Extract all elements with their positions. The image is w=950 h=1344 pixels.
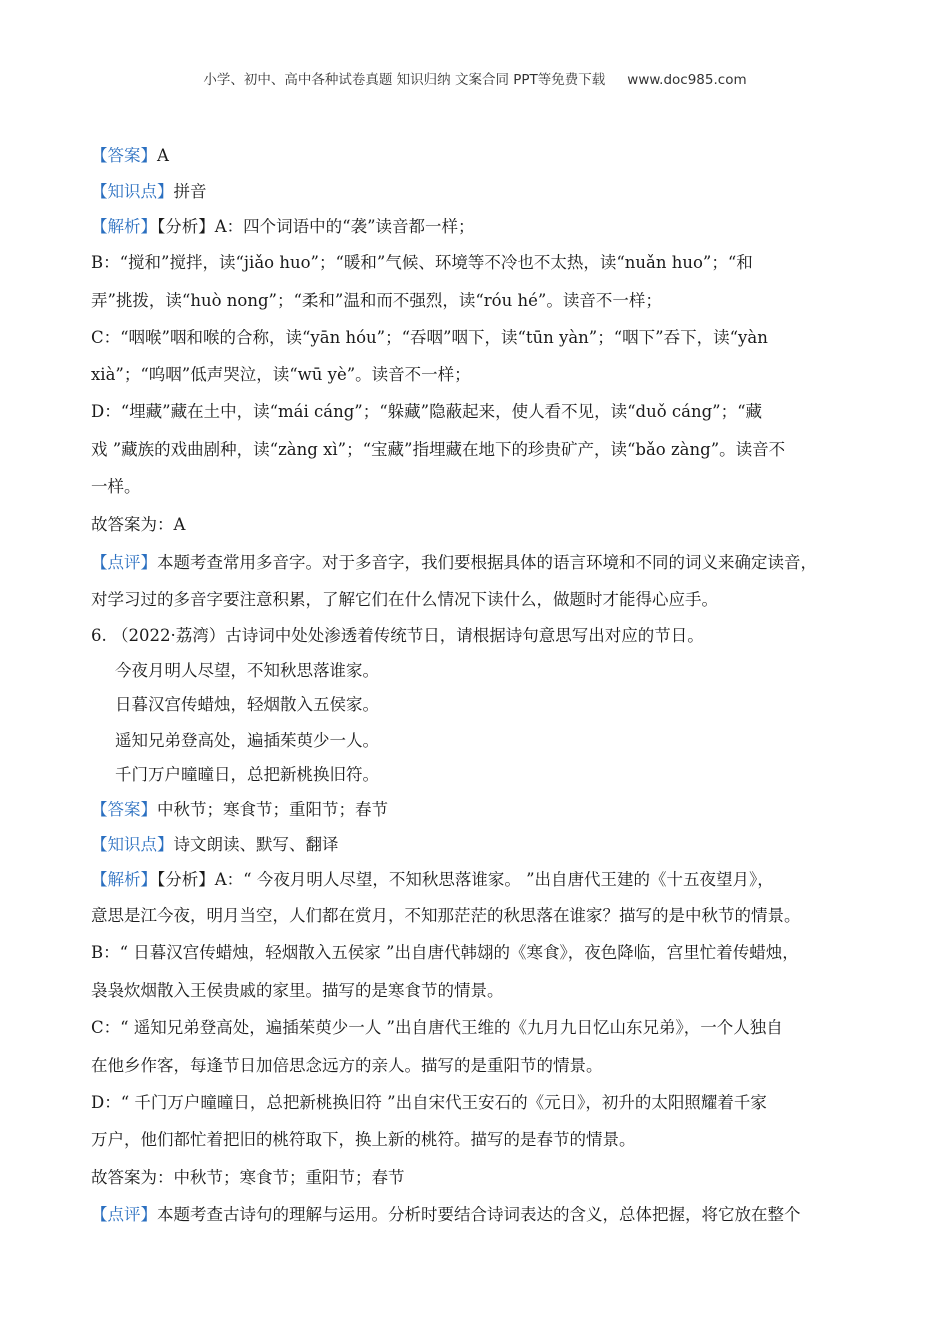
header-text: 小学、初中、高中各种试卷真题 知识归纳 文案合同 PPT等免费下载 xyxy=(203,72,606,88)
q5-final-answer: 故答案为：A xyxy=(91,515,186,534)
q6-poem-line: 千门万户曈曈日，总把新桃换旧符。 xyxy=(115,765,379,784)
analysis-tag: 【解析】 xyxy=(91,870,157,889)
q5-analysis: 【解析】【分析】A：四个词语中的“袭”读音都一样； xyxy=(91,217,475,236)
page-header xyxy=(0,68,950,88)
knowledge-tag: 【知识点】 xyxy=(91,835,174,854)
q6-question: 6. （2022·荔湾）古诗词中处处渗透着传统节日，请根据诗句意思写出对应的节日。 xyxy=(91,626,704,645)
q5-analysis-line: B：“搅和”搅拌，读“jiǎo huo”；“暖和”气候、环境等不冷也不太热，读“nuǎn huo”；“和 xyxy=(91,253,753,272)
q5-knowledge: 【知识点】拼音 xyxy=(91,182,207,201)
q5-analysis-line: xià”；“呜咽”低声哭泣，读“wū yè”。读音不一样； xyxy=(91,365,471,384)
q5-analysis-line: 弄”挑拨，读“huò nong”；“柔和”温和而不强烈，读“róu hé”。读音不一样； xyxy=(91,291,662,310)
q6-analysis-line: 万户，他们都忙着把旧的桃符取下，换上新的桃符。描写的是春节的情景。 xyxy=(91,1130,636,1149)
comment-tag: 【点评】 xyxy=(91,553,157,572)
q5-analysis-line: D：“埋藏”藏在土中，读“mái cáng”；“躲藏”隐蔽起来，使人看不见，读“duǒ cáng”；“藏 xyxy=(91,402,763,421)
q6-final-answer: 故答案为：中秋节；寒食节；重阳节；春节 xyxy=(91,1168,405,1187)
q6-poem-line: 今夜月明人尽望，不知秋思落谁家。 xyxy=(115,661,379,680)
q6-analysis-line: B：“ 日暮汉宫传蜡烛，轻烟散入五侯家 ”出自唐代韩翃的《寒食》，夜色降临，宫里忙着传蜡烛， xyxy=(91,943,799,962)
knowledge-tag: 【知识点】 xyxy=(91,182,174,201)
q5-comment: 【点评】本题考查常用多音字。对于多音字，我们要根据具体的语言环境和不同的词义来确定读音， xyxy=(91,553,817,572)
q6-analysis-line: 意思是江今夜，明月当空，人们都在赏月，不知那茫茫的秋思落在谁家？描写的是中秋节的情景。 xyxy=(91,906,801,925)
q6-analysis-line: 在他乡作客，每逢节日加倍思念远方的亲人。描写的是重阳节的情景。 xyxy=(91,1056,603,1075)
q6-analysis-line: D：“ 千门万户曈曈日，总把新桃换旧符 ”出自宋代王安石的《元日》，初升的太阳照耀着千家 xyxy=(91,1093,767,1112)
q6-comment: 【点评】本题考查古诗句的理解与运用。分析时要结合诗词表达的含义，总体把握，将它放在整个 xyxy=(91,1205,801,1224)
q6-answer: 【答案】中秋节；寒食节；重阳节；春节 xyxy=(91,800,388,819)
q5-analysis-line: C：“咽喉”咽和喉的合称，读“yān hóu”；“吞咽”咽下，读“tūn yàn”；“咽下”吞下，读“yàn xyxy=(91,328,768,347)
analysis-tag: 【解析】 xyxy=(91,217,157,236)
q6-poem-line: 日暮汉宫传蜡烛，轻烟散入五侯家。 xyxy=(115,695,379,714)
q6-analysis-line: C：“ 遥知兄弟登高处，遍插茱萸少一人 ”出自唐代王维的《九月九日忆山东兄弟》，一个人独自 xyxy=(91,1018,783,1037)
comment-tag: 【点评】 xyxy=(91,1205,157,1224)
q5-comment-line: 对学习过的多音字要注意积累，了解它们在什么情况下读什么，做题时才能得心应手。 xyxy=(91,590,718,609)
q5-analysis-line: 一样。 xyxy=(91,477,141,496)
q5-analysis-line: 戏 ”藏族的戏曲剧种，读“zàng xì”；“宝藏”指埋藏在地下的珍贵矿产，读“bǎo zàng”。读音不 xyxy=(91,440,786,459)
q5-answer: 【答案】A xyxy=(91,146,169,165)
q6-analysis: 【解析】【分析】A：“ 今夜月明人尽望，不知秋思落谁家。 ”出自唐代王建的《十五夜望月》， xyxy=(91,870,774,889)
header-url[interactable]: www.doc985.com xyxy=(627,72,747,88)
answer-tag: 【答案】 xyxy=(91,146,157,165)
q6-analysis-line: 袅袅炊烟散入王侯贵戚的家里。描写的是寒食节的情景。 xyxy=(91,981,504,1000)
q6-knowledge: 【知识点】诗文朗读、默写、翻译 xyxy=(91,835,339,854)
answer-tag: 【答案】 xyxy=(91,800,157,819)
q6-poem-line: 遥知兄弟登高处，遍插茱萸少一人。 xyxy=(115,731,379,750)
